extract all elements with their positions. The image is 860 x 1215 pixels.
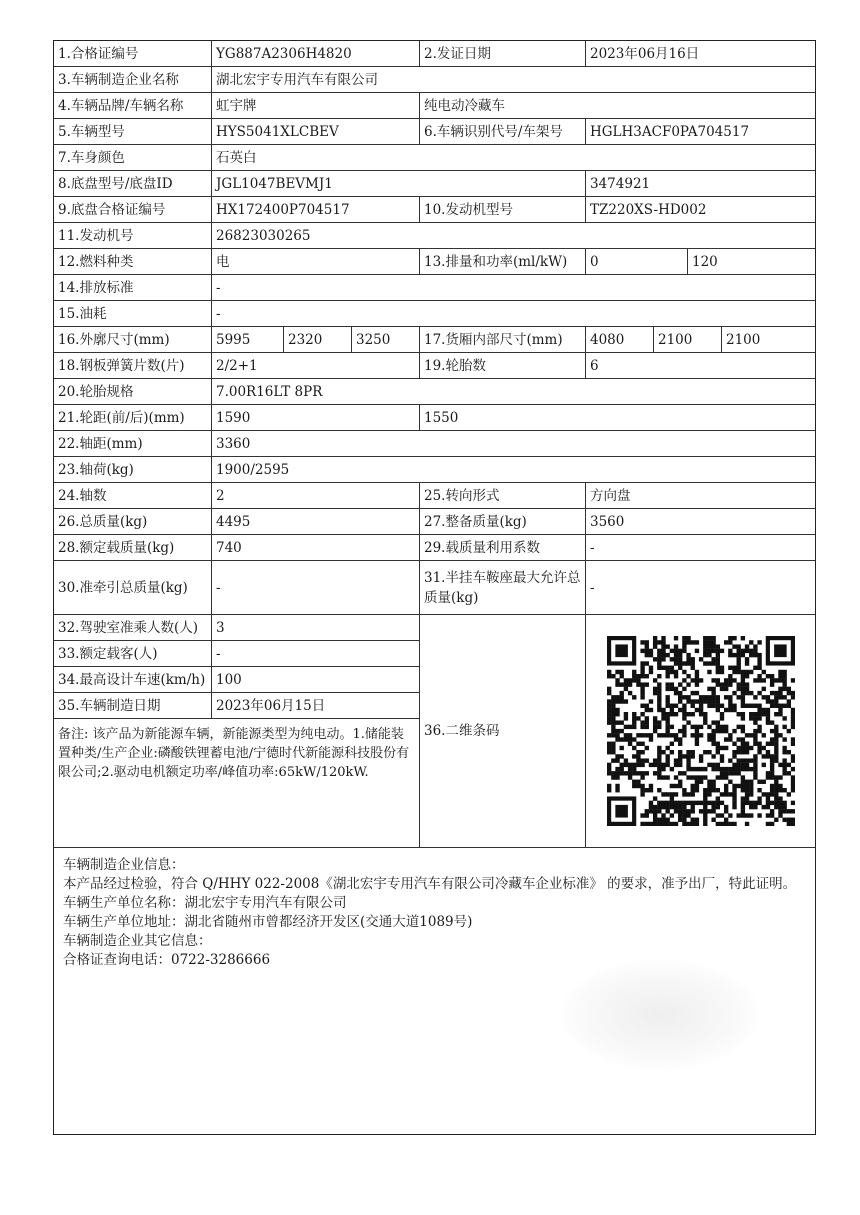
value-track-rear: 1550	[420, 405, 815, 431]
label-engine-no: 11.发动机号	[54, 223, 212, 249]
info-heading: 车辆制造企业信息：	[63, 857, 185, 873]
value-chassis-model: JGL1047BEVMJ1	[212, 171, 586, 197]
label-fuel-type: 12.燃料种类	[54, 249, 212, 275]
value-vehicle-name: 纯电动冷藏车	[420, 93, 815, 119]
label-total-mass: 26.总质量(kg)	[54, 509, 212, 535]
label-axle-count: 24.轴数	[54, 483, 212, 509]
value-tow-mass: -	[212, 561, 420, 615]
label-chassis-model: 8.底盘型号/底盘ID	[54, 171, 212, 197]
value-displacement: 0	[586, 249, 688, 275]
label-model: 5.车辆型号	[54, 119, 212, 145]
label-axle-load: 23.轴荷(kg)	[54, 457, 212, 483]
label-leaf-springs: 18.钢板弹簧片数(片)	[54, 353, 212, 379]
value-brand: 虹宇牌	[212, 93, 420, 119]
info-producer-address: 车辆生产单位地址：湖北省随州市曾都经济开发区(交通大道1089号)	[63, 914, 473, 930]
label-curb-mass: 27.整备质量(kg)	[420, 509, 586, 535]
info-compliance-statement: 本产品经过检验，符合 Q/HHY 022-2008《湖北宏宇专用汽车有限公司冷藏车企业标准》 的要求，准予出厂，特此证明。	[63, 876, 797, 892]
label-vin: 6.车辆识别代号/车架号	[420, 119, 586, 145]
label-load-utilization: 29.载质量利用系数	[420, 535, 586, 561]
label-fuel-consumption: 15.油耗	[54, 301, 212, 327]
label-engine-model: 10.发动机型号	[420, 197, 586, 223]
value-track-front: 1590	[212, 405, 420, 431]
value-steering: 方向盘	[586, 483, 815, 509]
info-hotline: 合格证查询电话：0722-3286666	[63, 952, 271, 968]
value-outer-height: 3250	[352, 327, 420, 353]
label-outer-dimensions: 16.外廓尺寸(mm)	[54, 327, 212, 353]
value-outer-width: 2320	[284, 327, 352, 353]
label-cargo-dimensions: 17.货厢内部尺寸(mm)	[420, 327, 586, 353]
info-producer-name: 车辆生产单位名称：湖北宏宇专用汽车有限公司	[63, 895, 347, 911]
label-tire-count: 19.轮胎数	[420, 353, 586, 379]
label-steering: 25.转向形式	[420, 483, 586, 509]
label-tow-mass: 30.准牵引总质量(kg)	[54, 561, 212, 615]
value-curb-mass: 3560	[586, 509, 815, 535]
value-manufacture-date: 2023年06月15日	[212, 693, 420, 719]
qr-code-area	[586, 615, 815, 848]
value-fuel-type: 电	[212, 249, 420, 275]
label-rated-load: 28.额定载质量(kg)	[54, 535, 212, 561]
value-tire-spec: 7.00R16LT 8PR	[212, 379, 815, 405]
remarks-note: 备注: 该产品为新能源车辆，新能源类型为纯电动。1.储能装置种类/生产企业:磷酸铁锂蓄电池/宁德时代新能源科技股份有限公司;2.驱动电机额定功率/峰值功率:65kW/120kW.	[54, 719, 420, 848]
value-certificate-no: YG887A2306H4820	[212, 41, 420, 67]
label-qr-code: 36.二维条码	[420, 615, 586, 848]
value-cargo-width: 2100	[654, 327, 722, 353]
value-body-color: 石英白	[212, 145, 815, 171]
value-issue-date: 2023年06月16日	[586, 41, 815, 67]
value-chassis-cert: HX172400P704517	[212, 197, 420, 223]
value-tire-count: 6	[586, 353, 815, 379]
value-cargo-length: 4080	[586, 327, 654, 353]
value-wheelbase: 3360	[212, 431, 815, 457]
label-emission-standard: 14.排放标准	[54, 275, 212, 301]
label-certificate-no: 1.合格证编号	[54, 41, 212, 67]
value-engine-no: 26823030265	[212, 223, 815, 249]
value-engine-model: TZ220XS-HD002	[586, 197, 815, 223]
manufacturer-info	[55, 856, 810, 970]
value-cab-seats: 3	[212, 615, 420, 641]
value-saddle-mass: -	[586, 561, 815, 615]
value-power: 120	[688, 249, 815, 275]
label-manufacture-date: 35.车辆制造日期	[54, 693, 212, 719]
value-total-mass: 4495	[212, 509, 420, 535]
value-emission-standard: -	[212, 275, 815, 301]
value-chassis-id: 3474921	[586, 171, 815, 197]
value-rated-passengers: -	[212, 641, 420, 667]
value-fuel-consumption: -	[212, 301, 815, 327]
label-manufacturer: 3.车辆制造企业名称	[54, 67, 212, 93]
label-wheelbase: 22.轴距(mm)	[54, 431, 212, 457]
label-saddle-mass: 31.半挂车鞍座最大允许总质量(kg)	[420, 561, 586, 615]
label-displacement-power: 13.排量和功率(ml/kW)	[420, 249, 586, 275]
qr-code-image	[607, 636, 795, 826]
value-rated-load: 740	[212, 535, 420, 561]
label-body-color: 7.车身颜色	[54, 145, 212, 171]
value-cargo-height: 2100	[722, 327, 815, 353]
value-load-utilization: -	[586, 535, 815, 561]
value-vin: HGLH3ACF0PA704517	[586, 119, 815, 145]
company-seal-stamp	[560, 960, 760, 1070]
value-manufacturer: 湖北宏宇专用汽车有限公司	[212, 67, 815, 93]
label-rated-passengers: 33.额定载客(人)	[54, 641, 212, 667]
label-chassis-cert: 9.底盘合格证编号	[54, 197, 212, 223]
label-track-width: 21.轮距(前/后)(mm)	[54, 405, 212, 431]
label-tire-spec: 20.轮胎规格	[54, 379, 212, 405]
value-outer-length: 5995	[212, 327, 284, 353]
label-issue-date: 2.发证日期	[420, 41, 586, 67]
value-leaf-springs: 2/2+1	[212, 353, 420, 379]
value-model: HYS5041XLCBEV	[212, 119, 420, 145]
label-max-speed: 34.最高设计车速(km/h)	[54, 667, 212, 693]
info-other: 车辆制造企业其它信息：	[63, 933, 212, 949]
value-axle-load: 1900/2595	[212, 457, 815, 483]
label-cab-seats: 32.驾驶室准乘人数(人)	[54, 615, 212, 641]
label-brand-name: 4.车辆品牌/车辆名称	[54, 93, 212, 119]
value-axle-count: 2	[212, 483, 420, 509]
value-max-speed: 100	[212, 667, 420, 693]
